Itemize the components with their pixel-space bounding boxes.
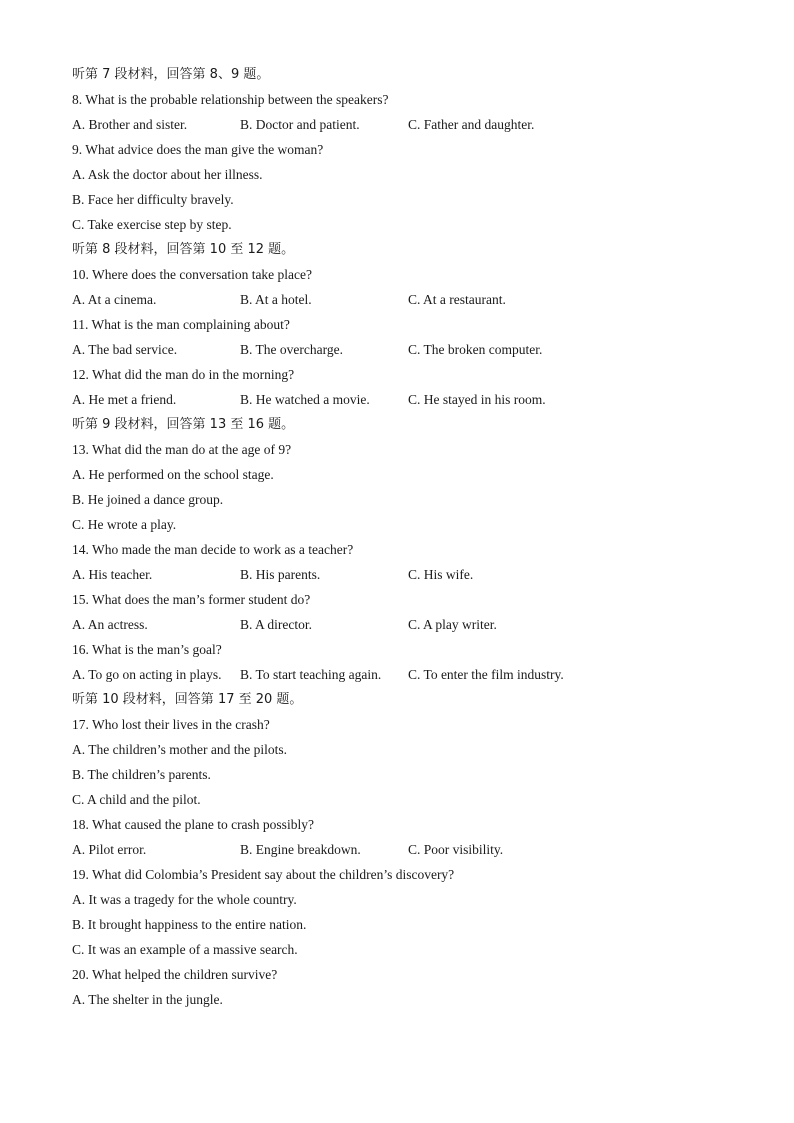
option-c: C. Father and daughter. [408, 117, 535, 132]
options-row [72, 562, 752, 587]
option-line: C. It was an example of a massive search. [72, 942, 298, 957]
option-c: C. The broken computer. [408, 342, 543, 357]
options-row [72, 387, 752, 412]
option-c: C. He stayed in his room. [408, 392, 546, 407]
option-b: B. At a hotel. [240, 292, 312, 307]
option-a: A. Pilot error. [72, 842, 147, 857]
question-19: 19. What did Colombia’s President say about the children’s discovery? [72, 867, 455, 882]
option-b: B. Engine breakdown. [240, 842, 361, 857]
question-16: 16. What is the man’s goal? [72, 642, 222, 657]
option-a: A. His teacher. [72, 567, 153, 582]
option-line: C. A child and the pilot. [72, 792, 201, 807]
option-line: C. He wrote a play. [72, 517, 177, 532]
question-20: 20. What helped the children survive? [72, 967, 278, 982]
option-line: A. The shelter in the jungle. [72, 992, 223, 1007]
option-line: B. Face her difficulty bravely. [72, 192, 234, 207]
option-a: A. To go on acting in plays. [72, 667, 222, 682]
options-row [72, 662, 752, 687]
question-18: 18. What caused the plane to crash possibly? [72, 817, 314, 832]
option-a: A. The bad service. [72, 342, 178, 357]
options-row [72, 287, 752, 312]
options-row [72, 112, 752, 137]
option-b: B. Doctor and patient. [240, 117, 360, 132]
option-c: C. His wife. [408, 567, 474, 582]
option-b: B. He watched a movie. [240, 392, 370, 407]
options-row [72, 837, 752, 862]
section-heading: 听第 10 段材料，回答第 17 至 20 题。 [72, 692, 303, 707]
option-line: B. The children’s parents. [72, 767, 211, 782]
section-heading: 听第 8 段材料，回答第 10 至 12 题。 [72, 242, 295, 257]
option-line: B. He joined a dance group. [72, 492, 224, 507]
option-line: B. It brought happiness to the entire nation. [72, 917, 307, 932]
option-b: B. The overcharge. [240, 342, 343, 357]
question-10: 10. Where does the conversation take place? [72, 267, 313, 282]
option-a: A. An actress. [72, 617, 148, 632]
option-c: C. At a restaurant. [408, 292, 506, 307]
option-b: B. A director. [240, 617, 312, 632]
section-heading: 听第 9 段材料，回答第 13 至 16 题。 [72, 417, 295, 432]
option-c: C. A play writer. [408, 617, 497, 632]
option-c: C. To enter the film industry. [408, 667, 564, 682]
section-heading: 听第 7 段材料，回答第 8、9 题。 [72, 67, 270, 82]
question-14: 14. Who made the man decide to work as a teacher? [72, 542, 354, 557]
question-8: 8. What is the probable relationship between the speakers? [72, 92, 389, 107]
option-line: A. He performed on the school stage. [72, 467, 274, 482]
question-11: 11. What is the man complaining about? [72, 317, 290, 332]
question-13: 13. What did the man do at the age of 9? [72, 442, 292, 457]
question-9: 9. What advice does the man give the woman? [72, 142, 324, 157]
option-line: A. It was a tragedy for the whole country. [72, 892, 297, 907]
option-a: A. Brother and sister. [72, 117, 188, 132]
options-row [72, 612, 752, 637]
option-a: A. He met a friend. [72, 392, 177, 407]
option-c: C. Poor visibility. [408, 842, 504, 857]
option-a: A. At a cinema. [72, 292, 157, 307]
option-b: B. To start teaching again. [240, 667, 382, 682]
question-17: 17. Who lost their lives in the crash? [72, 717, 270, 732]
options-row [72, 337, 752, 362]
option-line: A. Ask the doctor about her illness. [72, 167, 263, 182]
question-15: 15. What does the man’s former student do? [72, 592, 311, 607]
question-12: 12. What did the man do in the morning? [72, 367, 295, 382]
option-line: C. Take exercise step by step. [72, 217, 232, 232]
option-line: A. The children’s mother and the pilots. [72, 742, 287, 757]
option-b: B. His parents. [240, 567, 321, 582]
document-page [72, 62, 752, 1012]
